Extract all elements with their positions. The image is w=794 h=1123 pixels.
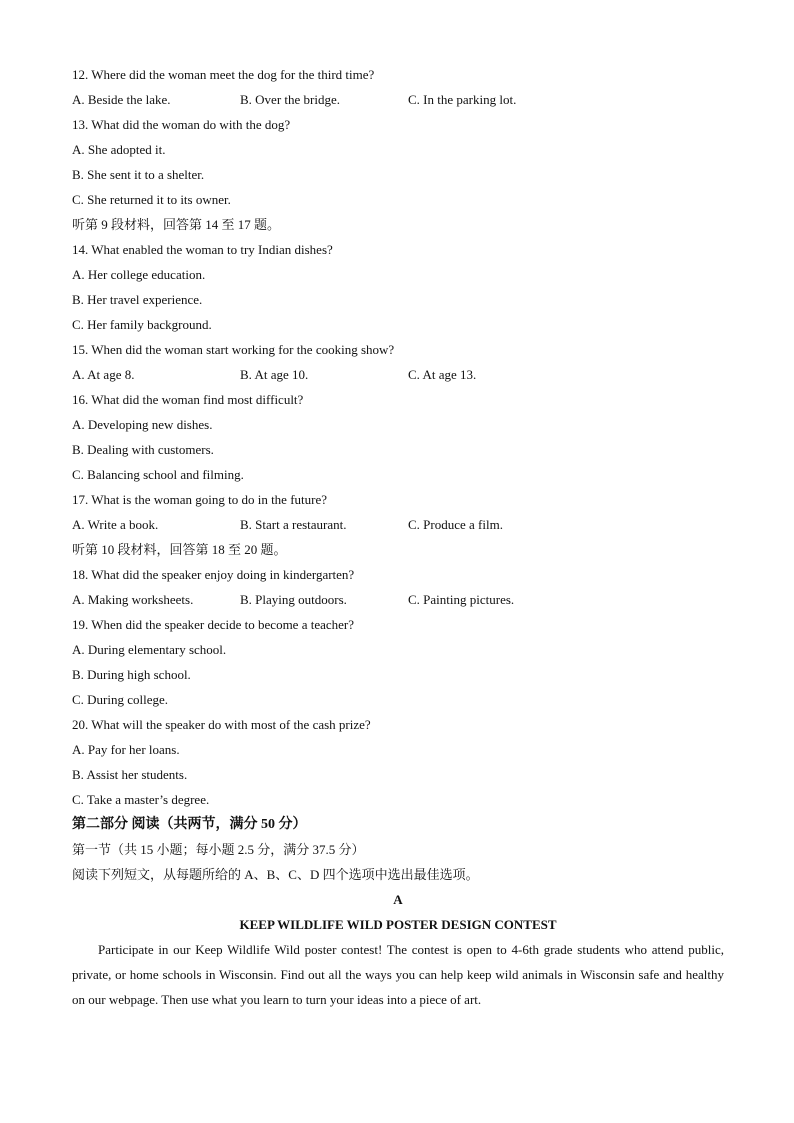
option-a: A. At age 8. — [72, 367, 135, 382]
option-c: C. Balancing school and filming. — [72, 467, 244, 482]
option-c: C. At age 13. — [408, 367, 477, 382]
question-13: 13. What did the woman do with the dog? — [72, 117, 291, 132]
passage-title: KEEP WILDLIFE WILD POSTER DESIGN CONTEST — [239, 917, 557, 932]
option-b: B. Over the bridge. — [240, 92, 341, 107]
question-18: 18. What did the speaker enjoy doing in kindergarten? — [72, 567, 355, 582]
question-19: 19. When did the speaker decide to become a teacher? — [72, 617, 355, 632]
passage-paragraph: Participate in our Keep Wildlife Wild poster contest! The contest is open to 4-6th grade students who attend public, private, or home schools in Wisconsin. Find out all the ways you can help keep wild animals in Wisconsin safe and healthy on our webpage. Then use what you learn to turn your ideas into a piece of art. — [72, 942, 724, 1007]
question-15: 15. When did the woman start working for the cooking show? — [72, 342, 395, 357]
option-c: C. Her family background. — [72, 317, 212, 332]
option-a: A. Developing new dishes. — [72, 417, 213, 432]
option-c: C. Take a master’s degree. — [72, 792, 210, 807]
option-a: A. Pay for her loans. — [72, 742, 180, 757]
question-20: 20. What will the speaker do with most of the cash prize? — [72, 717, 371, 732]
question-16: 16. What did the woman find most difficult? — [72, 392, 304, 407]
option-b: B. During high school. — [72, 667, 191, 682]
option-b: B. Assist her students. — [72, 767, 188, 782]
question-18-options — [72, 587, 724, 612]
question-14: 14. What enabled the woman to try Indian dishes? — [72, 242, 333, 257]
question-12-options — [72, 87, 724, 112]
listening-instruction-10: 听第 10 段材料，回答第 18 至 20 题。 — [72, 542, 287, 557]
question-15-options — [72, 362, 724, 387]
option-b: B. Her travel experience. — [72, 292, 203, 307]
option-a: A. Write a book. — [72, 517, 159, 532]
section-one-heading: 第一节（共 15 小题；每小题 2.5 分，满分 37.5 分） — [72, 842, 365, 857]
option-c: C. Painting pictures. — [408, 592, 515, 607]
reading-instruction: 阅读下列短文，从每题所给的 A、B、C、D 四个选项中选出最佳选项。 — [72, 867, 479, 882]
option-a: A. Making worksheets. — [72, 592, 194, 607]
listening-instruction-9: 听第 9 段材料，回答第 14 至 17 题。 — [72, 217, 281, 232]
part-two-title: 第二部分 阅读（共两节，满分 50 分） — [72, 817, 307, 832]
option-b: B. Start a restaurant. — [240, 517, 347, 532]
option-b: B. Dealing with customers. — [72, 442, 214, 457]
option-b: B. She sent it to a shelter. — [72, 167, 205, 182]
question-12: 12. Where did the woman meet the dog for the third time? — [72, 67, 375, 82]
option-c: C. Produce a film. — [408, 517, 503, 532]
option-c: C. She returned it to its owner. — [72, 192, 231, 207]
passage-label: A — [393, 892, 403, 907]
question-17-options — [72, 512, 724, 537]
option-a: A. She adopted it. — [72, 142, 166, 157]
option-a: A. Beside the lake. — [72, 92, 171, 107]
option-b: B. At age 10. — [240, 367, 309, 382]
page-content — [72, 62, 724, 1012]
option-c: C. In the parking lot. — [408, 92, 517, 107]
option-a: A. Her college education. — [72, 267, 206, 282]
option-a: A. During elementary school. — [72, 642, 227, 657]
option-b: B. Playing outdoors. — [240, 592, 347, 607]
question-17: 17. What is the woman going to do in the future? — [72, 492, 328, 507]
option-c: C. During college. — [72, 692, 169, 707]
